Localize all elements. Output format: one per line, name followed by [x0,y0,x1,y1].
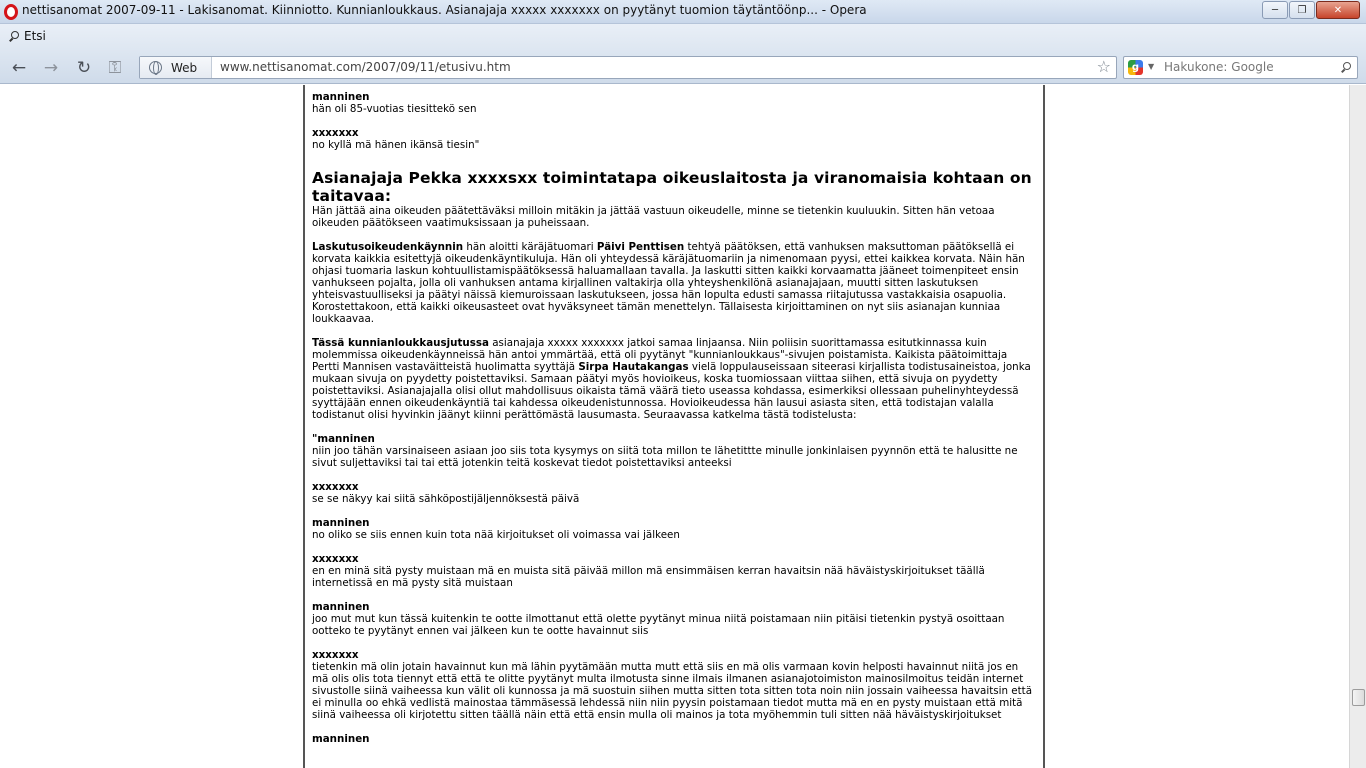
dialogue-text: niin joo tähän varsinaiseen asiaan joo siis tota kysymys on siitä tota millon te lähetittte minulle jonkinlaisen pyynnön että te halusitte ne sivut suljettaviksi tai tai että jotenkin teitä koskevat tiedot poistettaviksi anteeksi [312,445,1018,469]
paragraph-text: tehtyä päätöksen, että vanhuksen maksuttoman päätöksellä ei korvata kaikkia esitettyjä oikeudenkäyntikuluja. Hän oli yhteydessä käräjätuomariin ja nimenomaan pyysi, ettei kaikkea korvata. Näin hän ohjasi tuomaria laskun kohtuullistamispäätöksessä haluamallaan tavalla. Ja laskutti sitten kaikki korvaamatta jääneet toimenpiteet ensin vanhukseen pojalta, jolla oli vanhuksen antama kirjallinen valtakirja olla yhteyshenkilönä asianajajaan, muutti sitten laskutuksen yhteisvastuulliseksi ja päätyi näissä kiemuroissaan laskutukseen, jossa hän lopulta edusti samassa riitajutussa vastakkaisia osapuolia. Korostettakoon, että kaikki oikeusasteet ovat hyväksyneet tämän menettelyn. Tällaisesta kirjoittaminen on nyt siis asianajan kunniaa loukkaavaa. [312,241,1025,325]
navigation-bar [0,52,1366,84]
dialogue-entry [312,91,1035,115]
back-arrow-icon[interactable]: ← [11,58,27,78]
forward-arrow-icon[interactable]: → [43,58,59,78]
etsi-button[interactable] [8,29,46,43]
dialogue-text: hän oli 85-vuotias tiesittekö sen [312,103,477,115]
speaker-name [312,433,1035,445]
dialogue-text: tietenkin mä olin jotain havainnut kun mä lähin pyytämään mutta mutt että siis en mä olis varmaan kovin helposti havainnut niitä jos en mä olis olis tota tiennyt että että te olitte pyytänyt multa ilmotusta sinne ilmais ilmanen asianajotoimiston mainosilmoitus teidän internet sivustolle siinä vaiheessa kun välit oli kunnossa ja mä suostuin siihen mutta sitten tota sitten tota noin niin jossain vaiheessa havaitsin että ei minulla oo ehkä vedlistä mainostaa tämmäsessä lehdessä niin niin pyysin poistamaan tiedot mutta mä en en pysty muistaan että mitä siinä vaiheessa oli kirjotettu sitten täällä näin että että ensin mulla oli mainos ja tota myöhemmin tuli sitten nää häväistyskirjoitukset [312,661,1033,721]
article-column [303,85,1045,768]
search-input[interactable] [1123,56,1358,79]
dialogue-text: se se näkyy kai siitä sähköpostijäljennöksestä päivä [312,493,580,505]
site-info-button[interactable] [140,57,212,78]
dialogue-entry [312,601,1035,637]
window-controls [1261,1,1360,19]
speaker-name: manninen [312,733,370,745]
wand-key-icon[interactable]: ⚿ [108,58,122,78]
engine-dropdown-icon[interactable]: ▼ [1148,62,1155,71]
window-title: nettisanomat 2007-09-11 - Lakisanomat. Kiinniotto. Kunnianloukkaus. Asianajaja xxxxx xxxxxxx on pyytänyt tuomion täytäntöönp... - Opera [22,3,867,17]
person-name: Päivi Penttisen [596,241,685,253]
dialogue-entry [312,733,1035,745]
site-info-label: Web [171,60,198,75]
speaker-name: xxxxxxx [312,649,359,661]
speaker-name: manninen [312,517,370,529]
page-viewport [0,85,1349,768]
paragraph-text: asianajaja xxxxx xxxxxxx jatkoi samaa linjaansa. Niin poliisin suorittamassa esitutkinnassa kuin molemmissa oikeudenkäynneissä hän antoi ymmärtää, että oli pyytänyt "kunnianloukkaus"-sivujen poistamista. Kaikista päätoimittaja Pertti Mannisen vastaväitteistä huolimatta syyttäjä [312,337,1008,373]
person-name: Sirpa Hautakangas [578,361,689,373]
dialogue-entry [312,649,1035,721]
dialogue-entry [312,127,1035,151]
paragraph-text: hän aloitti käräjätuomari [463,241,597,253]
article-heading: Asianajaja Pekka xxxxsxx toimintatapa oikeuslaitosta ja viranomaisia kohtaan on taitavaa: [312,169,1032,205]
globe-icon [149,61,162,74]
search-placeholder: Hakukone: Google [1164,60,1274,74]
bookmark-star-icon[interactable]: ☆ [1096,57,1111,76]
google-engine-icon[interactable]: g [1128,60,1143,75]
dialogue-entry [312,553,1035,589]
search-go-icon[interactable] [1340,62,1351,73]
minimize-button[interactable]: ─ [1262,1,1288,19]
paragraph-lead: Laskutusoikeudenkäynnin [312,241,464,253]
speaker-name: xxxxxxx [312,553,359,565]
paragraph-laskutus [312,241,1035,325]
maximize-button[interactable]: ❐ [1289,1,1315,19]
search-icon [8,31,19,42]
dialogue-text: no kyllä mä hänen ikänsä tiesin" [312,139,480,151]
window-titlebar [0,0,1366,24]
open-quote: " [312,433,318,445]
dialogue-entry [312,517,1035,541]
speaker-label: manninen [317,433,375,445]
dialogue-entry [312,433,1035,469]
paragraph-intro: Hän jättää aina oikeuden päätettäväksi milloin mitäkin ja jättää vastuun oikeudelle, minne se tietenkin kuuluukin. Sitten hän vetoaa oikeuden päätökseen vaatimuksissaan ja puheissaan. [312,205,995,229]
close-button[interactable]: ✕ [1316,1,1360,19]
url-text[interactable]: www.nettisanomat.com/2007/09/11/etusivu.htm [220,60,511,74]
opera-logo-icon [4,4,18,20]
paragraph-text: vielä loppulauseissaan siteerasi kirjallista todistusaineistoa, jonka mukaan sivuja on pyydetty poistettaviksi. Samaan päätyi myös hovioikeus, koska tuomiossaan viittaa siihen, että sivuja on pyydetty poistettaviksi. Asianajajalla olisi ollut mahdollisuus oikaista tämä väärä tieto useassa kohdassa, esimerkiksi ollessaan puhelinyhteydessä syyttäjään ennen oikeudenkäyntiä tai kahdessa oikeudenistunnossa. Hovioikeudessa hän lausui asiasta siten, että todistajan valalla todistanut olisi hyvinkin jäänyt kiinni perättömästä lausumasta. Seuraavassa katkelma tästä todistelusta: [312,361,1031,421]
speaker-name: manninen [312,601,370,613]
dialogue-entry [312,481,1035,505]
dialogue-text: en en minä sitä pysty muistaan mä en muista sitä päivää millon mä ensimmäisen kerran havaitsin nää häväistyskirjoitukset täällä internetissä en mä pysty sitä muistaan [312,565,985,589]
reload-icon[interactable]: ↻ [76,58,92,78]
paragraph-lead: Tässä kunnianloukkausjutussa [312,337,489,349]
dialogue-text: no oliko se siis ennen kuin tota nää kirjoitukset oli voimassa vai jälkeen [312,529,680,541]
dialogue-text: joo mut mut kun tässä kuitenkin te ootte ilmottanut että olette pyytänyt minua niitä poistamaan niin pitäisi tietenkin pystyä osoittaan ootteko te pyytänyt ennen vai jälkeen kun te ootte havainnut siis [312,613,1005,637]
etsi-label: Etsi [24,29,46,43]
scrollbar-thumb[interactable] [1352,689,1365,706]
paragraph-kunnianloukkaus [312,337,1035,421]
speaker-name: manninen [312,91,370,103]
address-bar[interactable] [139,56,1117,79]
search-strip [0,24,1366,52]
speaker-name: xxxxxxx [312,481,359,493]
vertical-scrollbar[interactable] [1349,85,1366,768]
speaker-name: xxxxxxx [312,127,359,139]
